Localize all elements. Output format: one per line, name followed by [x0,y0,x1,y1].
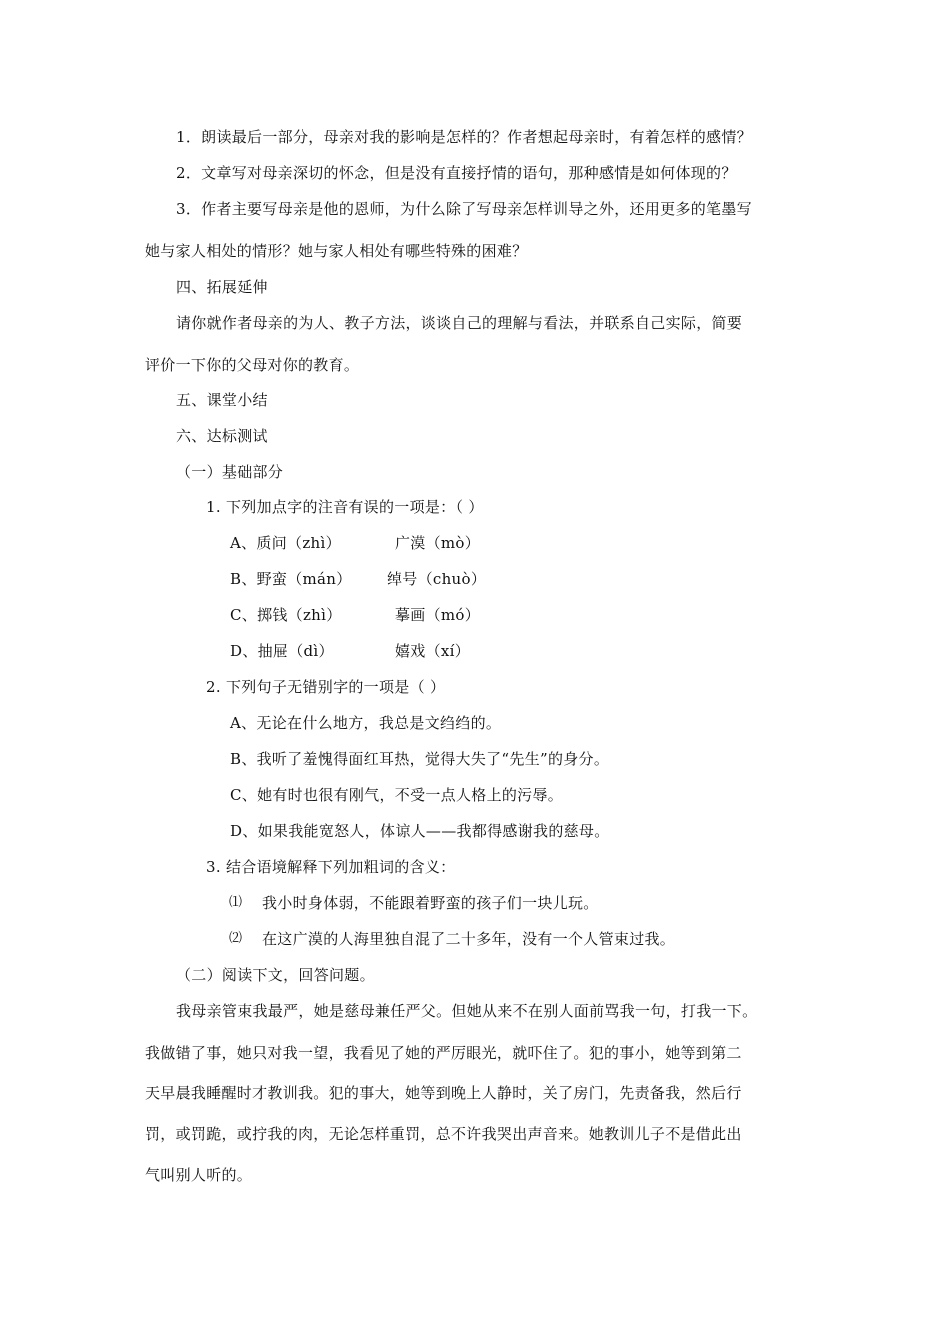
section-4-text-line-2: 评价一下你的父母对你的教育。 [145,356,360,374]
section-5-heading: 五、课堂小结 [176,391,268,409]
q3-item-2-number: ⑵ [229,931,243,946]
question-3-line-1: 3．作者主要写母亲是他的恩师，为什么除了写母亲怎样训导之外，还用更多的笔墨写 [176,200,752,218]
question-1: 1．朗读最后一部分，母亲对我的影响是怎样的？作者想起母亲时，有着怎样的感情？ [176,128,752,146]
passage-line-3: 天早晨我睡醒时才教训我。犯的事大，她等到晚上人静时，关了房门，先责备我，然后行 [145,1084,742,1102]
question-3-line-2: 她与家人相处的情形？她与家人相处有哪些特殊的困难？ [145,242,528,260]
q3-item-2-text: 在这广漠的人海里独自混了二十多年，没有一个人管束过我。 [262,930,676,948]
mc-q1-option-b-left: B、野蛮（mán） [230,570,352,588]
mc-q2-option-c: C、她有时也很有刚气，不受一点人格上的污辱。 [230,786,564,804]
passage-line-1: 我母亲管束我最严，她是慈母兼任严父。但她从来不在别人面前骂我一句，打我一下。 [176,1002,758,1020]
mc-q1-option-c-left: C、掷钱（zhì） [230,606,342,624]
mc-q1-option-c-right: 摹画（mó） [395,606,481,624]
q3-item-1-text: 我小时身体弱，不能跟着野蛮的孩子们一块儿玩。 [262,894,599,912]
mc-q1-option-d-right: 嬉戏（xí） [395,642,471,660]
question-3-stem: 3. 结合语境解释下列加粗词的含义： [206,858,456,876]
mc-q1-option-a-right: 广漠（mò） [395,534,481,552]
section-6-heading: 六、达标测试 [176,427,268,445]
part-1-heading: （一）基础部分 [176,463,284,481]
passage-line-2: 我做错了事，她只对我一望，我看见了她的严厉眼光，就吓住了。犯的事小，她等到第二 [145,1044,742,1062]
mc-question-2-stem: 2. 下列句子无错别字的一项是（ ） [206,678,446,696]
mc-q2-option-b: B、我听了羞愧得面红耳热，觉得大失了“先生”的身分。 [230,750,610,768]
mc-question-1-stem: 1. 下列加点字的注音有误的一项是：（ ） [206,498,484,516]
passage-line-5: 气叫别人听的。 [145,1166,253,1184]
mc-q1-option-a-left: A、质问（zhì） [230,534,341,552]
mc-q2-option-a: A、无论在什么地方，我总是文绉绉的。 [230,714,502,732]
passage-line-4: 罚，或罚跪，或拧我的肉，无论怎样重罚，总不许我哭出声音来。她教训儿子不是借此出 [145,1125,742,1143]
mc-q1-option-b-right: 绰号（chuò） [387,570,487,588]
section-4-text-line-1: 请你就作者母亲的为人、教子方法，谈谈自己的理解与看法，并联系自己实际，简要 [176,314,743,332]
part-2-heading: （二）阅读下文，回答问题。 [176,966,375,984]
q3-item-1-number: ⑴ [229,895,243,910]
section-4-heading: 四、拓展延伸 [176,278,268,296]
mc-q2-option-d: D、如果我能宽怒人，体谅人——我都得感谢我的慈母。 [230,822,610,840]
question-2: 2．文章写对母亲深切的怀念，但是没有直接抒情的语句，那种感情是如何体现的？ [176,164,737,182]
mc-q1-option-d-left: D、抽屉（dì） [230,642,334,660]
